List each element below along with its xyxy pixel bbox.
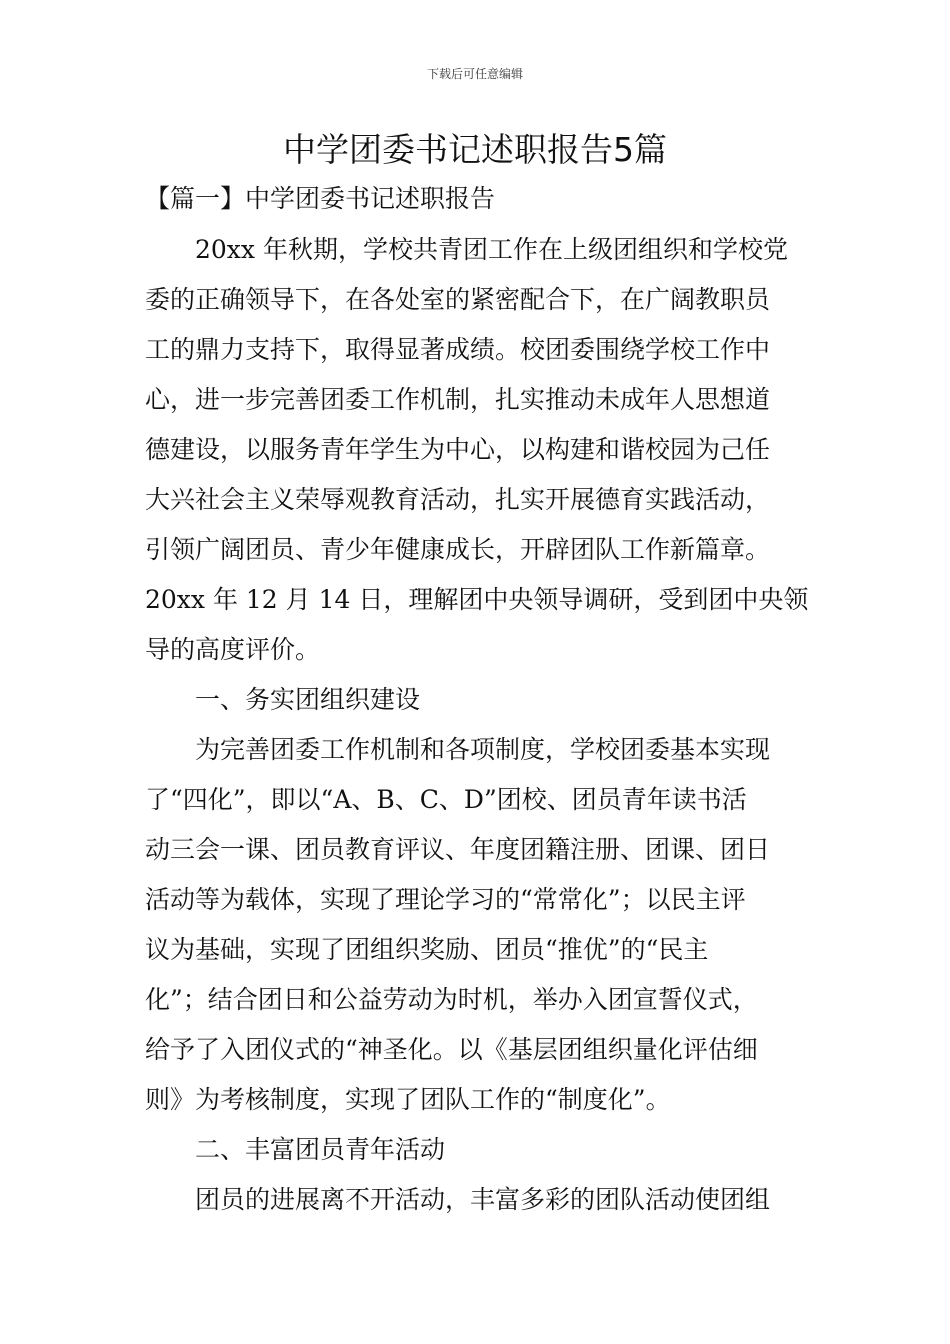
paragraph-line: 动三会一课、团员教育评议、年度团籍注册、团课、团日 [145,835,771,864]
document-title: 中学团委书记述职报告5篇 [283,130,667,169]
paragraph-line: 团员的进展离不开活动，丰富多彩的团队活动使团组 [195,1185,771,1214]
paragraph-line: 为完善团委工作机制和各项制度，学校团委基本实现 [195,735,771,764]
paragraph-line: 20xx 年 12 月 14 日，理解团中央领导调研，受到团中央领 [145,585,809,614]
paragraph-line: 议为基础，实现了团组织奖励、团员“推优”的“民主 [145,935,709,964]
paragraph-line: 心，进一步完善团委工作机制，扎实推动未成年人思想道 [145,385,771,414]
header-note: 下载后可任意编辑 [426,67,523,81]
section-heading: 【篇一】中学团委书记述职报告 [145,184,496,213]
paragraph-line: 大兴社会主义荣辱观教育活动，扎实开展德育实践活动， [145,485,771,514]
paragraph-line: 委的正确领导下，在各处室的紧密配合下，在广阔教职员 [145,285,771,314]
document-body [145,225,815,1225]
subheading-line: 一、务实团组织建设 [195,685,421,714]
paragraph-line: 德建设，以服务青年学生为中心，以构建和谐校园为己任 [145,435,771,464]
paragraph-line: 导的高度评价。 [145,635,321,664]
subheading-line: 二、丰富团员青年活动 [195,1135,446,1164]
paragraph-line: 工的鼎力支持下，取得显著成绩。校团委围绕学校工作中 [145,335,771,364]
paragraph-line: 给予了入团仪式的“神圣化。以《基层团组织量化评估细 [145,1035,758,1064]
paragraph-line: 活动等为载体，实现了理论学习的“常常化”；以民主评 [145,885,746,914]
paragraph-line: 化”；结合团日和公益劳动为时机，举办入团宣誓仪式， [145,985,758,1014]
paragraph-line: 则》为考核制度，实现了团队工作的“制度化”。 [145,1085,671,1114]
paragraph-line: 了“四化”，即以“A、B、C、D”团校、团员青年读书活 [145,785,747,814]
paragraph-line: 20xx 年秋期，学校共青团工作在上级团组织和学校党 [195,235,788,264]
paragraph-line: 引领广阔团员、青少年健康成长，开辟团队工作新篇章。 [145,535,771,564]
